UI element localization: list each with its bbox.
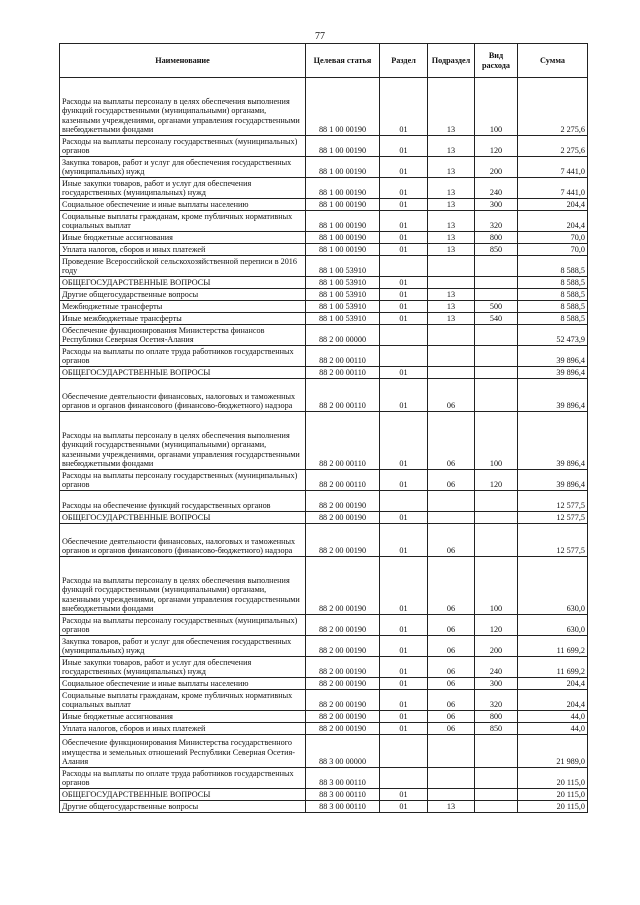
cell-sum: 39 896,4 — [518, 379, 588, 412]
cell-name: Проведение Всероссийской сельскохозяйственной переписи в 2016 году — [60, 256, 306, 277]
table-row — [60, 557, 588, 615]
cell-sum: 630,0 — [518, 615, 588, 636]
cell-sum: 52 473,9 — [518, 325, 588, 346]
cell-expense-type — [475, 735, 518, 768]
table-row — [60, 470, 588, 491]
cell-expense-type: 300 — [475, 199, 518, 211]
cell-article: 88 3 00 00000 — [306, 735, 380, 768]
cell-expense-type — [475, 367, 518, 379]
cell-expense-type: 850 — [475, 723, 518, 735]
cell-sum: 8 588,5 — [518, 256, 588, 277]
cell-subsection: 06 — [428, 470, 475, 491]
cell-subsection — [428, 325, 475, 346]
cell-section: 01 — [380, 211, 428, 232]
cell-sum: 20 115,0 — [518, 768, 588, 789]
cell-article: 88 2 00 00190 — [306, 711, 380, 723]
table-row — [60, 232, 588, 244]
cell-expense-type — [475, 801, 518, 813]
cell-section: 01 — [380, 136, 428, 157]
cell-section: 01 — [380, 470, 428, 491]
cell-sum: 20 115,0 — [518, 789, 588, 801]
cell-name: ОБЩЕГОСУДАРСТВЕННЫЕ ВОПРОСЫ — [60, 367, 306, 379]
table-row — [60, 157, 588, 178]
cell-section: 01 — [380, 313, 428, 325]
table-row — [60, 313, 588, 325]
cell-expense-type — [475, 524, 518, 557]
cell-article: 88 2 00 00190 — [306, 524, 380, 557]
cell-article: 88 1 00 00190 — [306, 78, 380, 136]
table-row — [60, 690, 588, 711]
table-row — [60, 136, 588, 157]
cell-sum: 44,0 — [518, 723, 588, 735]
cell-name: Расходы на выплаты персоналу в целях обеспечения выполнения функций государственными (муниципальными) органами, казенными учреждениями, органами управления государственными внебюджетными фондами — [60, 412, 306, 470]
cell-name: Закупка товаров, работ и услуг для обеспечения государственных (муниципальных) нужд — [60, 157, 306, 178]
table-row — [60, 735, 588, 768]
table-row — [60, 615, 588, 636]
cell-article: 88 2 00 00190 — [306, 723, 380, 735]
cell-article: 88 1 00 00190 — [306, 136, 380, 157]
cell-section: 01 — [380, 244, 428, 256]
cell-name: Уплата налогов, сборов и иных платежей — [60, 723, 306, 735]
cell-section: 01 — [380, 367, 428, 379]
cell-subsection — [428, 512, 475, 524]
cell-section — [380, 768, 428, 789]
cell-subsection — [428, 277, 475, 289]
cell-article: 88 2 00 00110 — [306, 346, 380, 367]
cell-section: 01 — [380, 789, 428, 801]
table-row — [60, 301, 588, 313]
cell-expense-type: 800 — [475, 711, 518, 723]
cell-section: 01 — [380, 711, 428, 723]
cell-sum: 39 896,4 — [518, 412, 588, 470]
header-article: Целевая статья — [306, 44, 380, 78]
cell-name: Иные бюджетные ассигнования — [60, 711, 306, 723]
cell-section: 01 — [380, 657, 428, 678]
header-subsection: Подраздел — [428, 44, 475, 78]
cell-expense-type — [475, 379, 518, 412]
table-row — [60, 657, 588, 678]
cell-subsection: 13 — [428, 313, 475, 325]
cell-sum: 20 115,0 — [518, 801, 588, 813]
cell-name: Расходы на выплаты по оплате труда работников государственных органов — [60, 346, 306, 367]
cell-sum: 2 275,6 — [518, 136, 588, 157]
cell-article: 88 1 00 00190 — [306, 178, 380, 199]
table-header — [60, 44, 588, 78]
cell-section: 01 — [380, 723, 428, 735]
cell-subsection — [428, 367, 475, 379]
cell-section: 01 — [380, 157, 428, 178]
cell-expense-type: 120 — [475, 136, 518, 157]
cell-sum: 70,0 — [518, 232, 588, 244]
cell-sum: 39 896,4 — [518, 346, 588, 367]
cell-article: 88 2 00 00190 — [306, 615, 380, 636]
cell-name: Другие общегосударственные вопросы — [60, 801, 306, 813]
cell-article: 88 2 00 00190 — [306, 657, 380, 678]
cell-section: 01 — [380, 277, 428, 289]
cell-subsection — [428, 346, 475, 367]
cell-name: Закупка товаров, работ и услуг для обеспечения государственных (муниципальных) нужд — [60, 636, 306, 657]
cell-sum: 8 588,5 — [518, 289, 588, 301]
cell-name: Расходы на обеспечение функций государственных органов — [60, 491, 306, 512]
cell-sum: 44,0 — [518, 711, 588, 723]
table-row — [60, 199, 588, 211]
table-body — [60, 78, 588, 813]
cell-section — [380, 325, 428, 346]
table-row — [60, 723, 588, 735]
cell-section: 01 — [380, 232, 428, 244]
cell-sum: 204,4 — [518, 199, 588, 211]
header-sum: Сумма — [518, 44, 588, 78]
cell-expense-type — [475, 256, 518, 277]
cell-section: 01 — [380, 301, 428, 313]
cell-sum: 11 699,2 — [518, 636, 588, 657]
table-row — [60, 512, 588, 524]
cell-article: 88 1 00 53910 — [306, 277, 380, 289]
cell-article: 88 1 00 00190 — [306, 244, 380, 256]
cell-sum: 21 989,0 — [518, 735, 588, 768]
cell-name: Социальное обеспечение и иные выплаты населению — [60, 199, 306, 211]
cell-section: 01 — [380, 801, 428, 813]
cell-sum: 39 896,4 — [518, 470, 588, 491]
cell-name: Обеспечение деятельности финансовых, налоговых и таможенных органов и органов финансового (финансово-бюджетного) надзора — [60, 524, 306, 557]
cell-expense-type: 120 — [475, 470, 518, 491]
cell-section: 01 — [380, 615, 428, 636]
table-row — [60, 346, 588, 367]
cell-sum: 7 441,0 — [518, 157, 588, 178]
cell-article: 88 2 00 00190 — [306, 512, 380, 524]
cell-sum: 11 699,2 — [518, 657, 588, 678]
table-row — [60, 211, 588, 232]
cell-article: 88 1 00 00190 — [306, 211, 380, 232]
cell-section: 01 — [380, 690, 428, 711]
cell-subsection: 06 — [428, 615, 475, 636]
table-row — [60, 711, 588, 723]
cell-article: 88 1 00 00190 — [306, 199, 380, 211]
cell-expense-type: 200 — [475, 157, 518, 178]
cell-sum: 204,4 — [518, 690, 588, 711]
cell-subsection: 13 — [428, 136, 475, 157]
cell-subsection: 06 — [428, 678, 475, 690]
cell-expense-type: 200 — [475, 636, 518, 657]
cell-expense-type — [475, 789, 518, 801]
table-row — [60, 244, 588, 256]
cell-name: Расходы на выплаты персоналу государственных (муниципальных) органов — [60, 136, 306, 157]
cell-section: 01 — [380, 178, 428, 199]
cell-article: 88 1 00 53910 — [306, 289, 380, 301]
cell-subsection — [428, 256, 475, 277]
cell-expense-type: 320 — [475, 211, 518, 232]
cell-name: Иные закупки товаров, работ и услуг для обеспечения государственных (муниципальных) нужд — [60, 178, 306, 199]
cell-name: Обеспечение функционирования Министерства государственного имущества и земельных отношений Республики Северная Осетия-Алания — [60, 735, 306, 768]
cell-expense-type: 100 — [475, 78, 518, 136]
cell-name: Уплата налогов, сборов и иных платежей — [60, 244, 306, 256]
cell-section: 01 — [380, 289, 428, 301]
budget-table — [59, 43, 588, 813]
cell-article: 88 2 00 00190 — [306, 678, 380, 690]
cell-expense-type — [475, 289, 518, 301]
cell-section: 01 — [380, 557, 428, 615]
cell-name: Социальные выплаты гражданам, кроме публичных нормативных социальных выплат — [60, 211, 306, 232]
cell-subsection: 06 — [428, 657, 475, 678]
cell-article: 88 1 00 53910 — [306, 301, 380, 313]
cell-subsection: 13 — [428, 178, 475, 199]
cell-expense-type: 100 — [475, 557, 518, 615]
cell-subsection — [428, 735, 475, 768]
cell-article: 88 1 00 00190 — [306, 232, 380, 244]
table-row — [60, 678, 588, 690]
cell-article: 88 2 00 00110 — [306, 412, 380, 470]
table-row — [60, 379, 588, 412]
cell-section: 01 — [380, 636, 428, 657]
cell-expense-type: 800 — [475, 232, 518, 244]
cell-subsection: 13 — [428, 199, 475, 211]
cell-expense-type — [475, 491, 518, 512]
cell-section: 01 — [380, 512, 428, 524]
cell-section: 01 — [380, 412, 428, 470]
cell-subsection: 13 — [428, 289, 475, 301]
header-expense-type: Вид расхода — [475, 44, 518, 78]
cell-subsection: 06 — [428, 723, 475, 735]
cell-expense-type — [475, 512, 518, 524]
cell-expense-type: 540 — [475, 313, 518, 325]
cell-expense-type — [475, 325, 518, 346]
cell-section: 01 — [380, 379, 428, 412]
cell-subsection: 13 — [428, 78, 475, 136]
cell-sum: 39 896,4 — [518, 367, 588, 379]
cell-article: 88 2 00 00190 — [306, 690, 380, 711]
cell-subsection: 13 — [428, 211, 475, 232]
cell-section — [380, 735, 428, 768]
header-name: Наименование — [60, 44, 306, 78]
cell-name: Другие общегосударственные вопросы — [60, 289, 306, 301]
cell-article: 88 3 00 00110 — [306, 789, 380, 801]
cell-name: Иные бюджетные ассигнования — [60, 232, 306, 244]
cell-name: Расходы на выплаты персоналу государственных (муниципальных) органов — [60, 470, 306, 491]
cell-article: 88 2 00 00190 — [306, 557, 380, 615]
cell-subsection: 06 — [428, 690, 475, 711]
cell-sum: 204,4 — [518, 678, 588, 690]
cell-subsection: 13 — [428, 244, 475, 256]
cell-section: 01 — [380, 678, 428, 690]
table-row — [60, 768, 588, 789]
cell-sum: 12 577,5 — [518, 512, 588, 524]
cell-name: Иные межбюджетные трансферты — [60, 313, 306, 325]
cell-subsection: 13 — [428, 232, 475, 244]
cell-expense-type: 320 — [475, 690, 518, 711]
cell-name: ОБЩЕГОСУДАРСТВЕННЫЕ ВОПРОСЫ — [60, 789, 306, 801]
cell-subsection — [428, 491, 475, 512]
cell-subsection: 06 — [428, 636, 475, 657]
cell-section — [380, 491, 428, 512]
cell-name: Иные закупки товаров, работ и услуг для обеспечения государственных (муниципальных) нужд — [60, 657, 306, 678]
cell-section — [380, 346, 428, 367]
cell-sum: 8 588,5 — [518, 277, 588, 289]
cell-name: Расходы на выплаты персоналу государственных (муниципальных) органов — [60, 615, 306, 636]
table-row — [60, 367, 588, 379]
cell-name: Расходы на выплаты персоналу в целях обеспечения выполнения функций государственными (муниципальными) органами, казенными учреждениями, органами управления государственными внебюджетными фондами — [60, 78, 306, 136]
cell-subsection: 13 — [428, 157, 475, 178]
cell-sum: 8 588,5 — [518, 301, 588, 313]
cell-section — [380, 256, 428, 277]
cell-name: Социальное обеспечение и иные выплаты населению — [60, 678, 306, 690]
table-row — [60, 412, 588, 470]
cell-article: 88 2 00 00190 — [306, 636, 380, 657]
cell-expense-type — [475, 768, 518, 789]
cell-sum: 12 577,5 — [518, 524, 588, 557]
page-number: 77 — [315, 31, 325, 42]
cell-sum: 7 441,0 — [518, 178, 588, 199]
cell-section: 01 — [380, 199, 428, 211]
cell-subsection: 06 — [428, 711, 475, 723]
cell-sum: 204,4 — [518, 211, 588, 232]
table-row — [60, 789, 588, 801]
cell-expense-type: 300 — [475, 678, 518, 690]
table-row — [60, 491, 588, 512]
cell-name: Расходы на выплаты персоналу в целях обеспечения выполнения функций государственными (муниципальными) органами, казенными учреждениями, органами управления государственными внебюджетными фондами — [60, 557, 306, 615]
cell-expense-type: 100 — [475, 412, 518, 470]
cell-subsection: 13 — [428, 801, 475, 813]
cell-name: Расходы на выплаты по оплате труда работников государственных органов — [60, 768, 306, 789]
cell-expense-type: 120 — [475, 615, 518, 636]
cell-name: ОБЩЕГОСУДАРСТВЕННЫЕ ВОПРОСЫ — [60, 277, 306, 289]
cell-subsection: 06 — [428, 412, 475, 470]
cell-subsection — [428, 768, 475, 789]
cell-subsection: 06 — [428, 557, 475, 615]
header-section: Раздел — [380, 44, 428, 78]
cell-article: 88 1 00 00190 — [306, 157, 380, 178]
cell-article: 88 1 00 53910 — [306, 256, 380, 277]
cell-name: ОБЩЕГОСУДАРСТВЕННЫЕ ВОПРОСЫ — [60, 512, 306, 524]
table-row — [60, 256, 588, 277]
cell-name: Межбюджетные трансферты — [60, 301, 306, 313]
table-row — [60, 636, 588, 657]
cell-expense-type: 850 — [475, 244, 518, 256]
cell-expense-type — [475, 346, 518, 367]
cell-expense-type: 500 — [475, 301, 518, 313]
cell-article: 88 2 00 00110 — [306, 379, 380, 412]
cell-expense-type — [475, 277, 518, 289]
table-row — [60, 78, 588, 136]
cell-article: 88 3 00 00110 — [306, 768, 380, 789]
cell-sum: 630,0 — [518, 557, 588, 615]
table-row — [60, 289, 588, 301]
cell-section: 01 — [380, 524, 428, 557]
cell-subsection: 06 — [428, 524, 475, 557]
cell-name: Обеспечение функционирования Министерства финансов Республики Северная Осетия-Алания — [60, 325, 306, 346]
table-row — [60, 325, 588, 346]
table-row — [60, 277, 588, 289]
cell-name: Обеспечение деятельности финансовых, налоговых и таможенных органов и органов финансового (финансово-бюджетного) надзора — [60, 379, 306, 412]
table-row — [60, 801, 588, 813]
cell-subsection: 13 — [428, 301, 475, 313]
cell-section: 01 — [380, 78, 428, 136]
cell-sum: 8 588,5 — [518, 313, 588, 325]
cell-article: 88 2 00 00000 — [306, 325, 380, 346]
cell-expense-type: 240 — [475, 178, 518, 199]
cell-name: Социальные выплаты гражданам, кроме публичных нормативных социальных выплат — [60, 690, 306, 711]
cell-sum: 2 275,6 — [518, 78, 588, 136]
cell-expense-type: 240 — [475, 657, 518, 678]
cell-article: 88 2 00 00190 — [306, 491, 380, 512]
cell-article: 88 2 00 00110 — [306, 367, 380, 379]
cell-sum: 12 577,5 — [518, 491, 588, 512]
cell-article: 88 3 00 00110 — [306, 801, 380, 813]
cell-subsection: 06 — [428, 379, 475, 412]
table-row — [60, 524, 588, 557]
cell-article: 88 2 00 00110 — [306, 470, 380, 491]
cell-article: 88 1 00 53910 — [306, 313, 380, 325]
cell-subsection — [428, 789, 475, 801]
cell-sum: 70,0 — [518, 244, 588, 256]
table-row — [60, 178, 588, 199]
